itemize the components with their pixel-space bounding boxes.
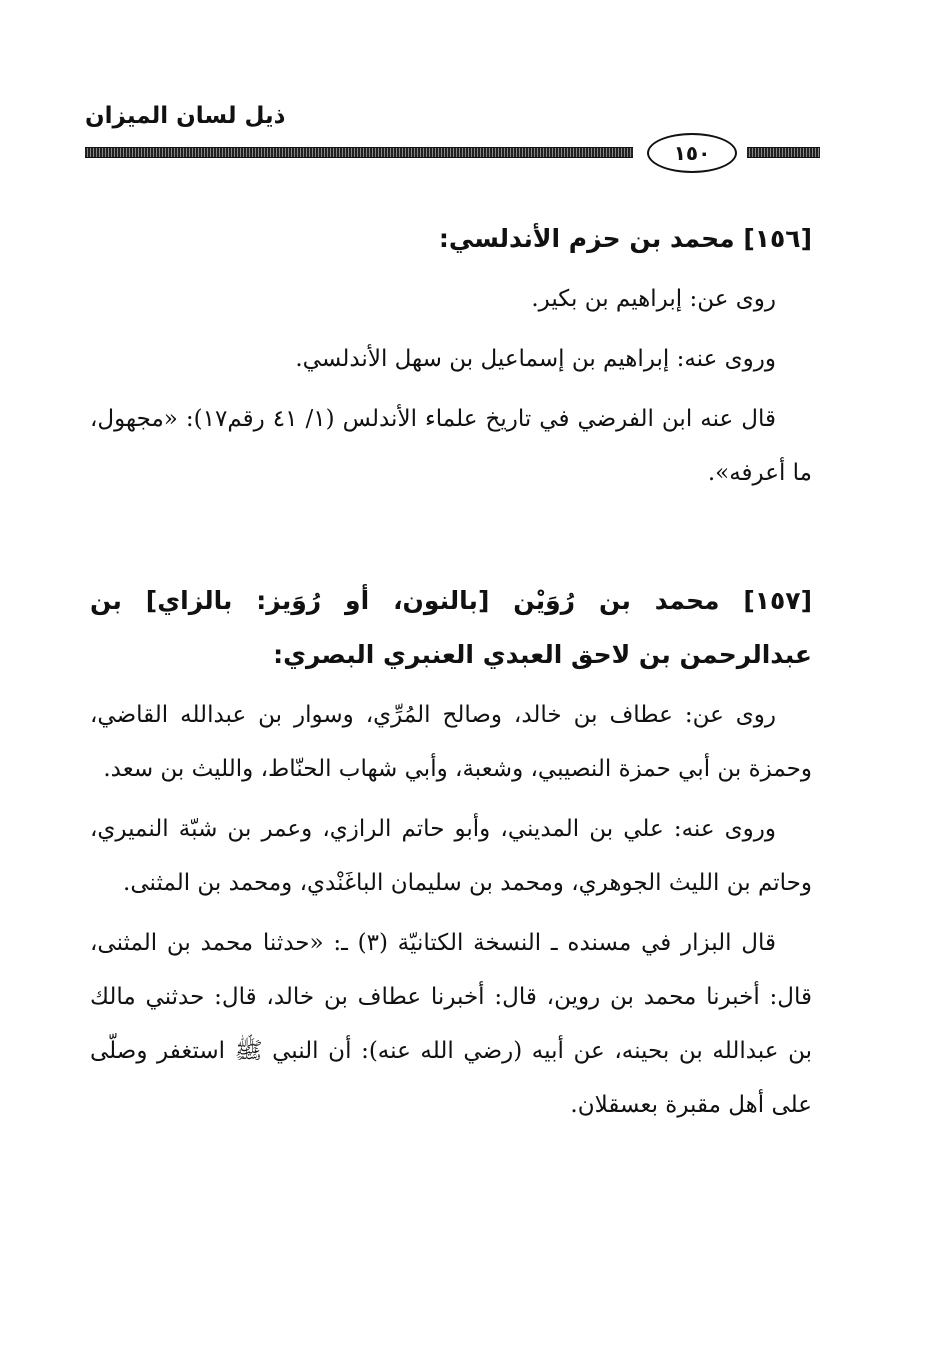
page-header bbox=[85, 95, 820, 175]
page-number: ١٥٠ bbox=[647, 133, 737, 173]
narrators-paragraph: وروى عنه: إبراهيم بن إسماعيل بن سهل الأندلسي. bbox=[295, 346, 776, 372]
hadith-paragraph: قال البزار في مسنده ـ النسخة الكتانيّة (٣) ـ: «حدثنا محمد بن المثنى، قال: أخبرنا محمد بن روين، قال: أخبرنا عطاف بن خالد، قال: حدثني مالك بن عبدالله بن بحينه، عن أبيه (رضي الله عنه): أن النبي ﷺ استغفر وصلّى على أهل مقبرة بعسقلان. bbox=[90, 930, 812, 1118]
entry-heading: [١٥٧] محمد بن رُوَيْن [بالنون، أو رُوَيز: بالزاي] بن عبدالرحمن بن لاحق العبدي العنبري البصري: bbox=[90, 586, 812, 669]
entry-156 bbox=[90, 212, 812, 500]
assessment-paragraph: قال عنه ابن الفرضي في تاريخ علماء الأندلس (١/ ٤١ رقم١٧): «مجهول، ما أعرفه». bbox=[90, 406, 812, 486]
header-rule-left bbox=[85, 147, 633, 158]
narrated-from-paragraph: روى عن: عطاف بن خالد، وصالح المُرِّي، وسوار بن عبدالله القاضي، وحمزة بن أبي حمزة النصيبي، وشعبة، وأبي شهاب الحنّاط، والليث بن سعد. bbox=[90, 702, 812, 782]
book-title: ذيل لسان الميزان bbox=[85, 103, 286, 129]
narrated-from-paragraph: روى عن: إبراهيم بن بكير. bbox=[531, 286, 776, 312]
entry-157 bbox=[90, 574, 812, 1132]
page-body bbox=[90, 212, 812, 1132]
narrators-paragraph: وروى عنه: علي بن المديني، وأبو حاتم الرازي، وعمر بن شبّة النميري، وحاتم بن الليث الجوهري، ومحمد بن سليمان الباغَنْدي، ومحمد بن المثنى. bbox=[90, 816, 812, 896]
entry-heading: [١٥٦] محمد بن حزم الأندلسي: bbox=[438, 224, 812, 253]
header-rule-right bbox=[747, 147, 820, 158]
